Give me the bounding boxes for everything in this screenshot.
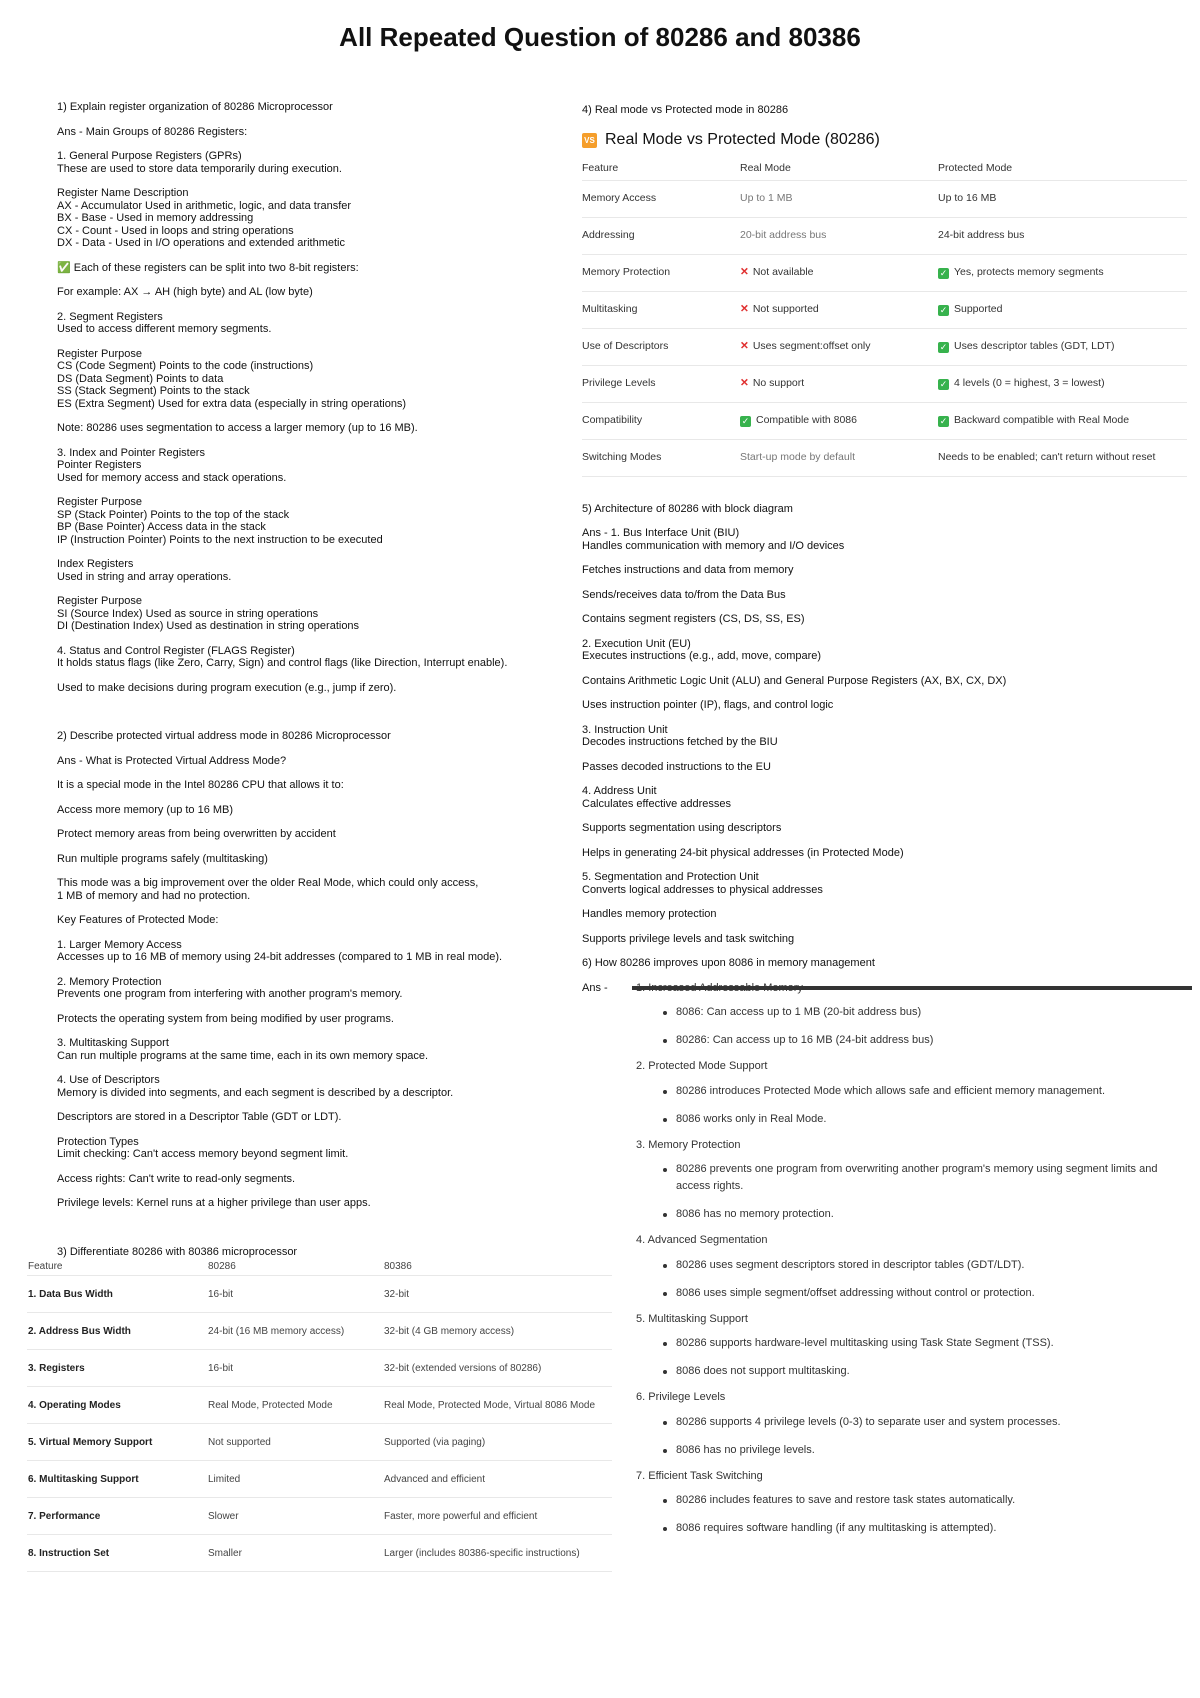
q2-question: 2) Describe protected virtual address mode in 80286 Microprocessor (57, 730, 391, 742)
q2-intro: It is a special mode in the Intel 80286 CPU that allows it to: (57, 779, 344, 791)
q6-item-heading: 6. Privilege Levels (636, 1391, 726, 1403)
table-header: 80286 (207, 1257, 383, 1276)
q6-question: 6) How 80286 improves upon 8086 in memory management (582, 957, 875, 969)
ir-row: Register Purpose (57, 595, 142, 607)
check-icon: ✓ (939, 268, 948, 278)
q6-item-heading: 7. Efficient Task Switching (636, 1469, 763, 1482)
table-row (27, 1424, 612, 1461)
table-cell: Faster, more powerful and efficient (383, 1498, 612, 1535)
ir-row: DI (Destination Index) Used as destination in string operations (57, 620, 360, 632)
table-cell (938, 402, 1187, 439)
ir-row: SI (Source Index) Used as source in string operations (57, 607, 319, 620)
table-cell (740, 402, 938, 439)
table-cell (582, 328, 740, 365)
feature-desc: Protects the operating system from being modified by user programs. (57, 1012, 394, 1025)
q5-section (582, 503, 1187, 946)
table-header: Real Mode (740, 158, 938, 181)
q6-item-heading: 2. Protected Mode Support (636, 1060, 768, 1072)
table-header: Protected Mode (938, 158, 1187, 181)
cross-icon: ✕ (740, 266, 749, 279)
q5-text: 2. Execution Unit (EU) (582, 637, 691, 650)
q2-answer: Ans - What is Protected Virtual Address Mode? (57, 754, 287, 767)
table-cell (740, 328, 938, 365)
cell-text: Compatible with 8086 (756, 414, 857, 426)
gpr-row: AX - Accumulator Used in arithmetic, logic, and data transfer (57, 199, 352, 212)
table-cell: Real Mode, Protected Mode (207, 1387, 383, 1424)
feature-desc: Prevents one program from interfering with another program's memory. (57, 988, 403, 1000)
table-cell: 1. Data Bus Width (27, 1276, 207, 1313)
cell-text: Addressing (582, 229, 635, 242)
q5-text: Helps in generating 24-bit physical addresses (in Protected Mode) (582, 846, 904, 859)
table-cell (938, 365, 1187, 402)
q5-text: 3. Instruction Unit (582, 723, 668, 736)
table-header-row (27, 1257, 612, 1276)
q5-line (582, 527, 1187, 552)
table-cell: Supported (via paging) (383, 1424, 612, 1461)
features-heading: Key Features of Protected Mode: (57, 914, 219, 926)
table-row (27, 1498, 612, 1535)
seg-desc: Used to access different memory segments. (57, 323, 272, 335)
table-cell: 7. Performance (27, 1498, 207, 1535)
table-cell: 2. Address Bus Width (27, 1313, 207, 1350)
q6-answer-label: Ans - (582, 981, 608, 994)
flag-use: Used to make decisions during program execution (e.g., jump if zero). (57, 681, 397, 694)
table-cell: 6. Multitasking Support (27, 1461, 207, 1498)
q6-item-heading: 3. Memory Protection (636, 1138, 741, 1151)
cell-text: Up to 1 MB (740, 192, 793, 205)
table-cell (740, 439, 938, 476)
cell-text: 20-bit address bus (740, 229, 827, 242)
feature-desc: Memory is divided into segments, and each segment is described by a descriptor. (57, 1086, 454, 1099)
cell-text: Supported (954, 303, 1003, 315)
table-cell: Limited (207, 1461, 383, 1498)
split-note: ✅ Each of these registers can be split into two 8-bit registers: (57, 261, 359, 274)
q5-text: Supports privilege levels and task switching (582, 932, 795, 945)
q6-bullet: 8086 uses simple segment/offset addressing without control or protection. (676, 1285, 1187, 1302)
q6-bullet: 8086 has no privilege levels. (676, 1442, 1187, 1459)
q5-line (582, 908, 1187, 921)
prot-item: Privilege levels: Kernel runs at a higher privilege than user apps. (57, 1197, 371, 1209)
check-icon: ✓ (939, 416, 948, 426)
q5-line (582, 564, 1187, 577)
q6-bullet: 8086: Can access up to 1 MB (20-bit address bus) (676, 1004, 1187, 1021)
feature-heading: 4. Use of Descriptors (57, 1074, 160, 1086)
q6-bullet: 80286: Can access up to 16 MB (24-bit address bus) (676, 1032, 1187, 1049)
cell-text: Needs to be enabled; can't return without reset (938, 451, 1156, 464)
table-row (27, 1276, 612, 1313)
divider-bar (632, 986, 1192, 990)
table-row (582, 365, 1187, 402)
q5-text: Ans - 1. Bus Interface Unit (BIU) (582, 527, 740, 539)
cross-icon: ✕ (740, 340, 749, 353)
table-cell (938, 439, 1187, 476)
feature-desc: Descriptors are stored in a Descriptor Table (GDT or LDT). (57, 1111, 342, 1123)
rvp-title-text: Real Mode vs Protected Mode (80286) (605, 130, 880, 148)
cell-text: Yes, protects memory segments (954, 266, 1104, 278)
table-row (27, 1387, 612, 1424)
q5-text: Contains Arithmetic Logic Unit (ALU) and General Purpose Registers (AX, BX, CX, DX) (582, 674, 1007, 687)
ptr-heading: Pointer Registers (57, 459, 142, 471)
q5-text: Fetches instructions and data from memory (582, 564, 794, 576)
table-cell: Not supported (207, 1424, 383, 1461)
table-cell: 4. Operating Modes (27, 1387, 207, 1424)
table-cell: 32-bit (extended versions of 80286) (383, 1350, 612, 1387)
ptr-row: Register Purpose (57, 496, 142, 508)
flag-heading: 4. Status and Control Register (FLAGS Register) (57, 644, 295, 657)
cell-text: Multitasking (582, 303, 638, 316)
table-cell (740, 180, 938, 217)
table-row (582, 291, 1187, 328)
ptr-row: BP (Base Pointer) Access data in the stack (57, 521, 266, 533)
q6-bullet: 8086 does not support multitasking. (676, 1363, 1187, 1380)
vs-icon: VS (582, 133, 597, 148)
table-cell (582, 217, 740, 254)
compare-table-wrap (27, 1257, 612, 1572)
table-row (582, 180, 1187, 217)
q6-bullet: 8086 has no memory protection. (676, 1206, 1187, 1223)
table-cell: 24-bit (16 MB memory access) (207, 1313, 383, 1350)
table-row (582, 328, 1187, 365)
q5-text: 5. Segmentation and Protection Unit (582, 871, 759, 883)
q5-text: 4. Address Unit (582, 785, 657, 797)
idx-heading: 3. Index and Pointer Registers (57, 446, 205, 459)
table-cell (740, 365, 938, 402)
table-header: 80386 (383, 1257, 612, 1276)
q6-bullet: 8086 works only in Real Mode. (676, 1111, 1187, 1128)
q5-line (582, 785, 1187, 810)
q5-text: Handles communication with memory and I/O devices (582, 539, 845, 552)
split-example: For example: AX → AH (high byte) and AL (low byte) (57, 286, 313, 298)
q5-line (582, 613, 1187, 626)
q6-list (636, 982, 1187, 1538)
q6-bullet: 80286 uses segment descriptors stored in descriptor tables (GDT/LDT). (676, 1257, 1187, 1274)
real-vs-protected-table (582, 158, 1187, 477)
cross-icon: ✕ (740, 303, 749, 316)
seg-note: Note: 80286 uses segmentation to access a larger memory (up to 16 MB). (57, 422, 418, 434)
table-row (582, 402, 1187, 439)
q2-improve: 1 MB of memory and had no protection. (57, 889, 251, 902)
table-cell (938, 328, 1187, 365)
q6-bullet: 80286 prevents one program from overwriting another program's memory using segment limits and access rights. (676, 1161, 1187, 1195)
cell-text: Start-up mode by default (740, 451, 855, 464)
q2-point: Protect memory areas from being overwritten by accident (57, 828, 336, 840)
table-cell: 32-bit (4 GB memory access) (383, 1313, 612, 1350)
ir-heading: Index Registers (57, 558, 134, 570)
cell-text: Memory Protection (582, 266, 671, 279)
feature-heading: 2. Memory Protection (57, 975, 162, 988)
q6-bullet: 80286 supports hardware-level multitasking using Task State Segment (TSS). (676, 1335, 1187, 1352)
gpr-row: DX - Data - Used in I/O operations and extended arithmetic (57, 237, 345, 249)
table-cell (582, 254, 740, 291)
table-cell: 16-bit (207, 1276, 383, 1313)
cell-text: Uses segment:offset only (752, 340, 871, 353)
table-cell (582, 365, 740, 402)
gpr-row: BX - Base - Used in memory addressing (57, 212, 254, 224)
q1-answer: Ans - Main Groups of 80286 Registers: (57, 125, 248, 138)
table-row (27, 1535, 612, 1572)
q5-text: Executes instructions (e.g., add, move, compare) (582, 650, 822, 662)
seg-row: ES (Extra Segment) Used for extra data (especially in string operations) (57, 397, 407, 410)
right-column (582, 104, 1187, 1548)
cell-text: 4 levels (0 = highest, 3 = lowest) (954, 377, 1105, 389)
q6-bullet: 8086 requires software handling (if any multitasking is attempted). (676, 1520, 1187, 1537)
q2-point: Access more memory (up to 16 MB) (57, 803, 234, 816)
check-icon: ✓ (741, 416, 750, 426)
cell-text: Memory Access (582, 192, 657, 205)
q5-text: Handles memory protection (582, 908, 717, 920)
q5-line (582, 589, 1187, 602)
table-cell: Slower (207, 1498, 383, 1535)
table-row (27, 1313, 612, 1350)
table-cell: Real Mode, Protected Mode, Virtual 8086 Mode (383, 1387, 612, 1424)
q5-text: Calculates effective addresses (582, 797, 731, 810)
table-cell (582, 180, 740, 217)
table-cell (582, 291, 740, 328)
q5-line (582, 724, 1187, 749)
q3-question: 3) Differentiate 80286 with 80386 microprocessor (57, 1246, 298, 1258)
cell-text: Uses descriptor tables (GDT, LDT) (954, 340, 1115, 352)
table-cell: Advanced and efficient (383, 1461, 612, 1498)
seg-heading: 2. Segment Registers (57, 310, 163, 323)
table-header: Feature (582, 158, 740, 181)
q6-answer-block (582, 982, 1187, 1538)
table-cell (740, 291, 938, 328)
ptr-row: SP (Stack Pointer) Points to the top of the stack (57, 508, 290, 521)
q2-improve: This mode was a big improvement over the older Real Mode, which could only access, (57, 877, 479, 889)
table-cell: 16-bit (207, 1350, 383, 1387)
prot-item: Limit checking: Can't access memory beyond segment limit. (57, 1148, 349, 1160)
seg-row: CS (Code Segment) Points to the code (instructions) (57, 360, 314, 372)
q5-line (582, 699, 1187, 712)
table-row (27, 1350, 612, 1387)
check-icon: ✓ (939, 379, 948, 389)
seg-row: DS (Data Segment) Points to data (57, 372, 224, 385)
q5-line (582, 675, 1187, 688)
q5-line (582, 933, 1187, 946)
cell-text: 24-bit address bus (938, 229, 1025, 242)
table-cell: Smaller (207, 1535, 383, 1572)
compare-table (27, 1257, 612, 1572)
feature-desc: Can run multiple programs at the same time, each in its own memory space. (57, 1049, 429, 1062)
q5-text: Decodes instructions fetched by the BIU (582, 736, 778, 748)
flag-desc: It holds status flags (like Zero, Carry, Sign) and control flags (like Direction, Interrupt enable). (57, 657, 508, 669)
check-icon: ✓ (939, 342, 948, 352)
table-row (582, 254, 1187, 291)
page-title: All Repeated Question of 80286 and 80386 (339, 22, 861, 52)
gpr-desc: These are used to store data temporarily during execution. (57, 162, 342, 175)
feature-heading: 3. Multitasking Support (57, 1037, 169, 1049)
q2-point: Run multiple programs safely (multitasking) (57, 852, 268, 865)
q5-text: Passes decoded instructions to the EU (582, 760, 771, 773)
feature-desc: Accesses up to 16 MB of memory using 24-bit addresses (compared to 1 MB in real mode). (57, 951, 503, 963)
table-cell: Larger (includes 80386-specific instructions) (383, 1535, 612, 1572)
cross-icon: ✕ (740, 377, 749, 390)
cell-text: Compatibility (582, 414, 643, 427)
q6-bullet: 80286 introduces Protected Mode which allows safe and efficient memory management. (676, 1083, 1187, 1100)
table-cell: 5. Virtual Memory Support (27, 1424, 207, 1461)
table-row (27, 1461, 612, 1498)
cell-text: Use of Descriptors (582, 340, 669, 353)
q5-line (582, 871, 1187, 896)
cell-text: Switching Modes (582, 451, 662, 464)
q5-question: 5) Architecture of 80286 with block diagram (582, 502, 793, 515)
table-cell (938, 217, 1187, 254)
q5-text: Supports segmentation using descriptors (582, 822, 782, 834)
cell-text: Not available (752, 266, 814, 279)
q5-text: Sends/receives data to/from the Data Bus (582, 588, 786, 601)
ptr-row: IP (Instruction Pointer) Points to the next instruction to be executed (57, 533, 383, 546)
prot-item: Access rights: Can't write to read-only segments. (57, 1172, 296, 1185)
q5-line (582, 638, 1187, 663)
table-header: Feature (27, 1257, 207, 1276)
table-cell: 32-bit (383, 1276, 612, 1313)
q5-line (582, 847, 1187, 860)
q6-item-heading: 4. Advanced Segmentation (636, 1234, 768, 1246)
q5-line (582, 822, 1187, 835)
gpr-heading: 1. General Purpose Registers (GPRs) (57, 150, 242, 162)
seg-row: Register Purpose (57, 347, 142, 360)
cell-text: Privilege Levels (582, 377, 656, 390)
table-cell (740, 217, 938, 254)
table-cell (938, 254, 1187, 291)
ptr-desc: Used for memory access and stack operations. (57, 471, 287, 484)
table-header-row (582, 158, 1187, 181)
q6-item-heading: 5. Multitasking Support (636, 1312, 748, 1325)
table-cell (582, 402, 740, 439)
q5-text: Converts logical addresses to physical addresses (582, 883, 823, 896)
gpr-row: CX - Count - Used in loops and string operations (57, 224, 294, 237)
cell-text: Not supported (752, 303, 819, 316)
table-cell: 3. Registers (27, 1350, 207, 1387)
table-cell (582, 439, 740, 476)
q1-question: 1) Explain register organization of 80286 Microprocessor (57, 101, 333, 113)
cell-text: Backward compatible with Real Mode (954, 414, 1130, 426)
prot-heading: Protection Types (57, 1135, 139, 1148)
q6-bullet: 80286 supports 4 privilege levels (0-3) to separate user and system processes. (676, 1414, 1187, 1431)
table-row (582, 439, 1187, 476)
table-cell (938, 291, 1187, 328)
q4-question: 4) Real mode vs Protected mode in 80286 (582, 104, 789, 116)
cell-text: Up to 16 MB (938, 192, 997, 205)
q5-text: Uses instruction pointer (IP), flags, and control logic (582, 699, 834, 711)
check-icon: ✓ (939, 305, 948, 315)
table-cell (740, 254, 938, 291)
feature-heading: 1. Larger Memory Access (57, 938, 182, 951)
table-cell: 8. Instruction Set (27, 1535, 207, 1572)
table-cell (938, 180, 1187, 217)
table-row (582, 217, 1187, 254)
rvp-table-title (582, 130, 1187, 148)
seg-row: SS (Stack Segment) Points to the stack (57, 385, 250, 397)
cell-text: No support (752, 377, 805, 390)
q5-line (582, 761, 1187, 774)
ir-desc: Used in string and array operations. (57, 570, 232, 583)
left-column (57, 101, 577, 1222)
q6-bullet: 80286 includes features to save and restore task states automatically. (676, 1492, 1187, 1509)
q5-text: Contains segment registers (CS, DS, SS, ES) (582, 613, 805, 625)
gpr-row: Register Name Description (57, 187, 189, 199)
